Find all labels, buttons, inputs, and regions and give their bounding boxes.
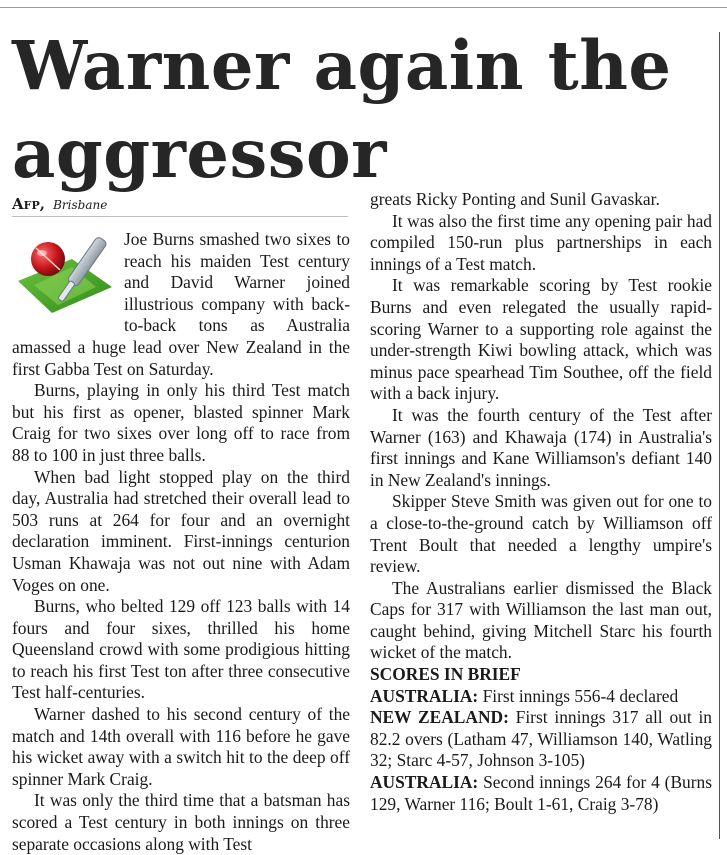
paragraph: Skipper Steve Smith was given out for one to a close-to-the-ground catch by Williamson off Trent Boult that needed a lengthy umpire's review. — [370, 491, 712, 577]
paragraph: Warner dashed to his second century of the match and 14th overall with 116 before he gave his wicket away with a switch hit to the deep off spinner Mark Craig. — [12, 704, 350, 789]
paragraph: It was only the third time that a batsman has scored a Test century in both innings on three separate occasions along with Test — [12, 790, 350, 854]
paragraph: When bad light stopped play on the third day, Australia had stretched their overall lead to 503 runs at 264 for four and an overnight declaration imminent. First-innings centurion Usman Khawaja was not out nine with Adam Voges on one. — [12, 466, 350, 595]
paragraph: It was remarkable scoring by Test rookie Burns and even relegated the usually rapid-scoring Warner to a supporting role against the under-strength Kiwi bowling attack, which was minus pace spearhead Tim Southee, off the field with a back injury. — [370, 275, 712, 404]
paragraph: It was also the first time any opening pair had compiled 150-run plus partnerships in each innings of a Test match. — [370, 210, 712, 274]
score-team: NEW ZEALAND: — [370, 707, 509, 728]
article-column-1 — [12, 229, 350, 855]
paragraph: The Australians earlier dismissed the Black Caps for 317 with Williamson the last man out, caught behind, giving Mitchell Starc his fourth wicket of the match. — [370, 577, 712, 663]
article-column-2 — [370, 189, 712, 815]
score-text: Second innings 264 for 4 (Burns 129, Warner 116; Boult 1-61, Craig 3-78) — [370, 772, 712, 814]
scores-in-brief — [370, 664, 712, 815]
score-team: AUSTRALIA: — [370, 685, 479, 706]
score-text: First innings 556-4 declared — [482, 685, 679, 706]
headline: Warner again the aggressor — [12, 26, 672, 193]
scores-heading: SCORES IN BRIEF — [370, 664, 521, 685]
score-line — [370, 772, 712, 815]
right-column-rule — [719, 32, 720, 839]
paragraph: Burns, playing in only his third Test match but his first as opener, blasted spinner Mark Craig for two sixes over long off to race from 88 to 100 in just three balls. — [12, 380, 350, 465]
byline-agency: Afp, — [12, 195, 45, 213]
score-line — [370, 707, 712, 772]
score-text: First innings 317 all out in 82.2 overs (Latham 47, Williamson 140, Watling 32; Starc 4-57, Johnson 3-105) — [370, 707, 712, 771]
byline-city: Brisbane — [53, 198, 108, 212]
score-team: AUSTRALIA: — [370, 772, 479, 793]
paragraph: It was the fourth century of the Test after Warner (163) and Khawaja (174) in Australia's first innings and Kane Williamson's defiant 140 in New Zealand's innings. — [370, 404, 712, 490]
cricket-ball-bat-icon — [12, 229, 116, 325]
paragraph: Joe Burns smashed two sixes to reach his maiden Test century and David Warner joined illustrious company with back-to-back tons as Australia amassed a huge lead over New Zealand in the first Gabba Test on Saturday. — [12, 229, 350, 379]
byline — [12, 196, 348, 217]
paragraph: greats Ricky Ponting and Sunil Gavaskar. — [370, 189, 660, 209]
top-rule — [0, 7, 727, 8]
score-line — [370, 686, 712, 708]
paragraph: Burns, who belted 129 off 123 balls with 14 fours and four sixes, thrilled his home Queensland crowd with some prodigious hitting to reach his first Test ton after three consecutive Test half-centuries. — [12, 596, 350, 703]
